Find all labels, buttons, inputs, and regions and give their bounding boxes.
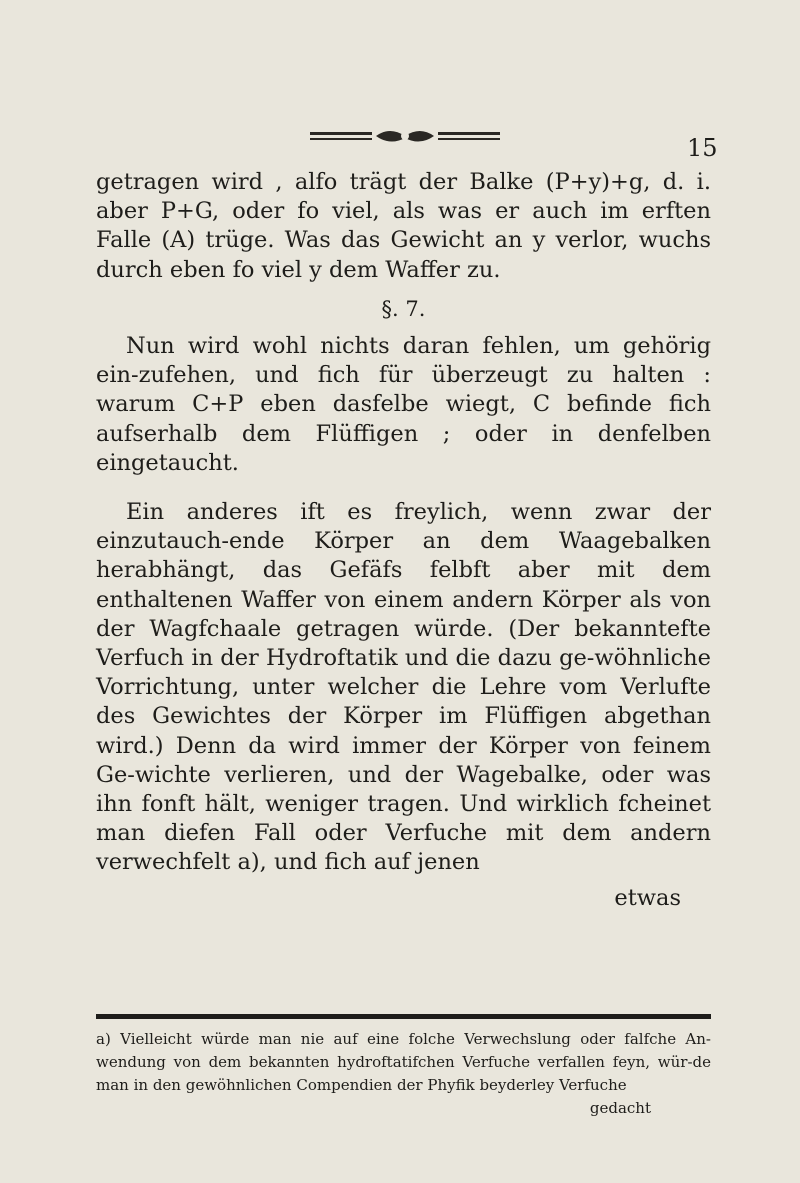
- footnote-catchword: gedacht: [589, 1099, 651, 1117]
- page-number: 15: [687, 134, 718, 162]
- section-heading: §. 7.: [381, 296, 426, 321]
- main-text: [96, 168, 711, 913]
- header-ornament: [310, 126, 500, 148]
- footnote: [96, 1028, 711, 1120]
- catchword: etwas: [614, 884, 681, 911]
- paragraph: getragen wird , alfo trägt der Balke (P+y)+g, d. i. aber P+G, oder fo viel, als was er auch im erften Falle (A) trüge. Was das Gewicht an y verlor, wuchs durch eben fo viel y dem Waffer zu.: [96, 169, 711, 283]
- footnote-text: a) Vielleicht würde man nie auf eine folche Verwechslung oder falfche An-wendung von dem bekannten hydroftatifchen Verfuche verfallen feyn, wür-de man in den gewöhnlichen Compendien der Phyfik beyderley Verfuche: [96, 1030, 711, 1094]
- footnote-divider: [96, 1014, 711, 1019]
- paragraph: Nun wird wohl nichts daran fehlen, um gehörig ein-zufehen, und fich für überzeugt zu halten : warum C+P eben dasfelbe wiegt, C befinde fich aufserhalb dem Flüffigen ; oder in denfelben eingetaucht.: [96, 333, 711, 476]
- paragraph: Ein anderes ift es freylich, wenn zwar der einzutauch-ende Körper an dem Waagebalken herabhängt, das Gefäfs felbft aber mit dem enthaltenen Waffer von einem andern Körper als von der Wagfchaale getragen würde. (Der bekanntefte Verfuch in der Hydroftatik und die dazu ge-wöhnliche Vorrichtung, unter welcher die Lehre vom Verlufte des Gewichtes der Körper im Flüffigen abgethan wird.) Denn da wird immer der Körper von feinem Ge-wichte verlieren, und der Wagebalke, oder was ihn fonft hält, weniger tragen. Und wirklich fcheinet man diefen Fall oder Verfuche mit dem andern verwechfelt a), und fich auf jenen: [96, 499, 711, 876]
